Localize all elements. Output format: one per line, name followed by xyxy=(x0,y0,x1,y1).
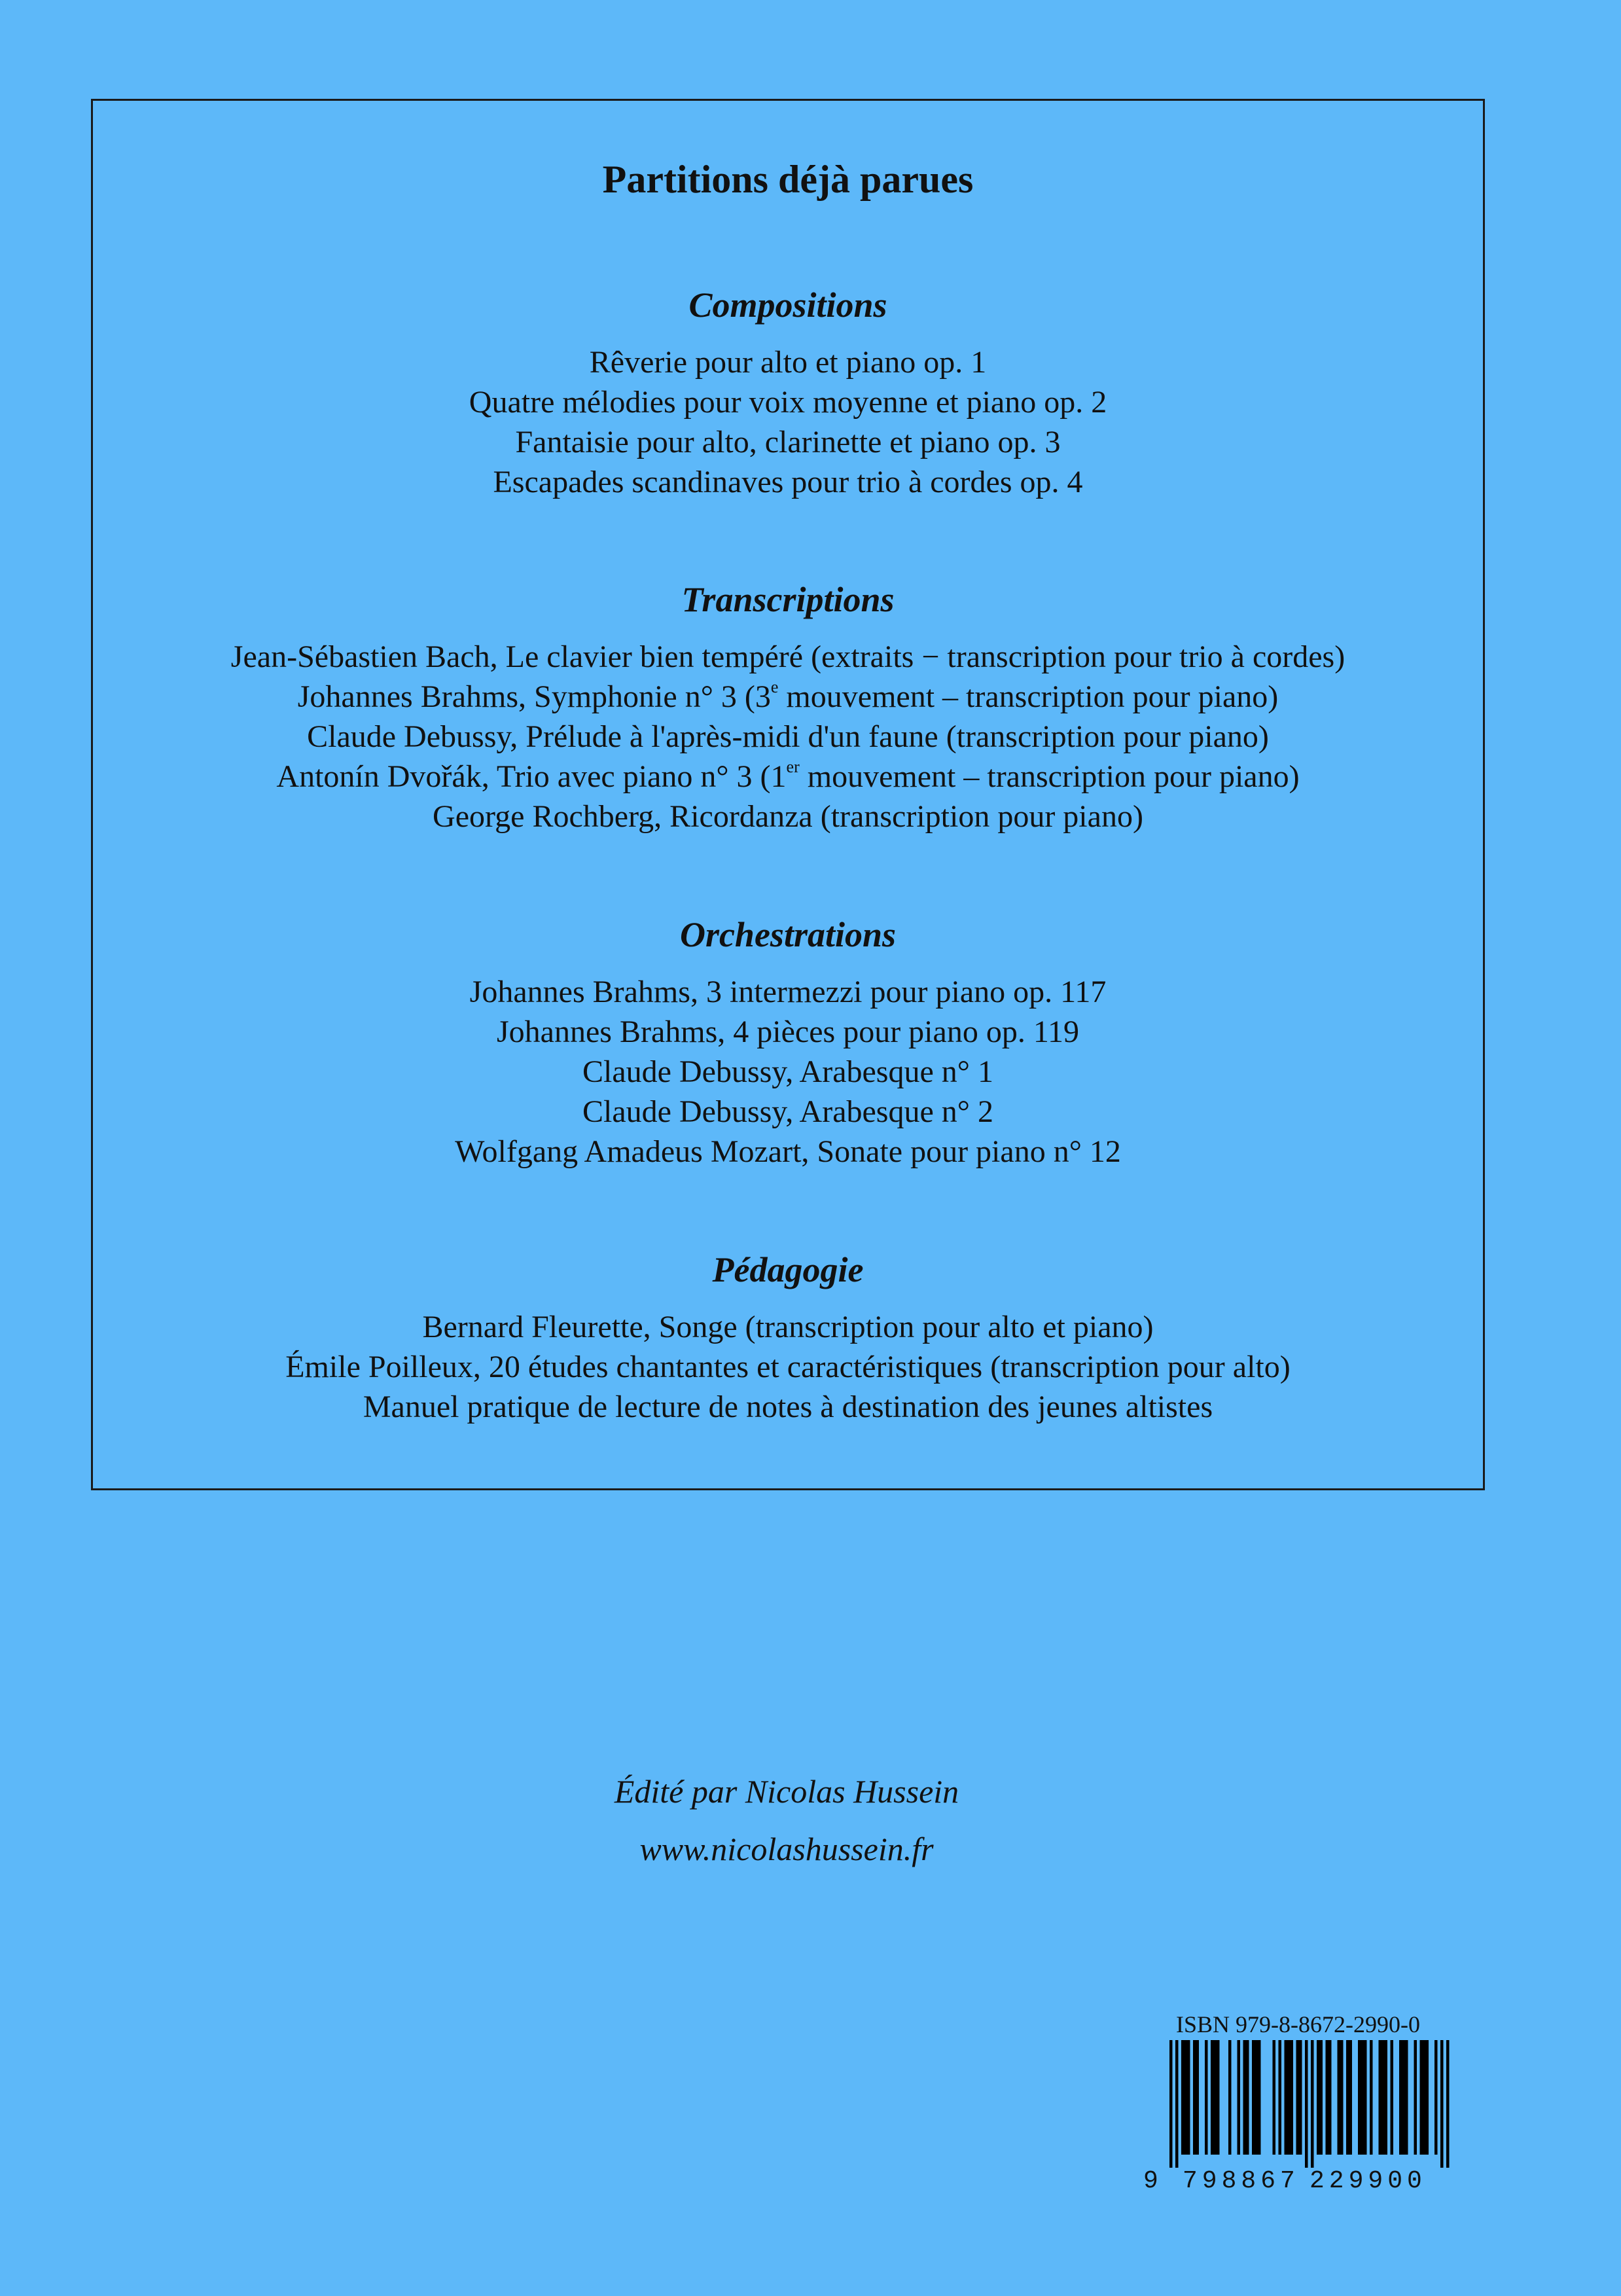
ordinal-superscript: er xyxy=(786,757,800,776)
barcode-bar xyxy=(1361,2040,1364,2155)
item-text-after: mouvement – transcription pour piano) xyxy=(778,679,1279,714)
barcode-bar xyxy=(1299,2040,1302,2155)
section-heading: Pédagogie xyxy=(712,1250,864,1289)
barcode-bar xyxy=(1311,2040,1314,2168)
list-item: Johannes Brahms, 3 intermezzi pour piano op. 117 xyxy=(469,975,1107,1009)
barcode-bar xyxy=(1326,2040,1329,2155)
barcode-bar xyxy=(1258,2040,1261,2155)
barcode-bar xyxy=(1340,2040,1344,2155)
isbn-label: ISBN 979-8-8672-2990-0 xyxy=(1176,2011,1420,2037)
list-item: Jean-Sébastien Bach, Le clavier bien tempéré (extraits − transcription pour trio à cordes) xyxy=(230,639,1345,674)
list-item: Johannes Brahms, 4 pièces pour piano op. 119 xyxy=(496,1014,1080,1049)
barcode-bar xyxy=(1246,2040,1249,2155)
barcode-bar xyxy=(1434,2040,1438,2155)
barcode-bar xyxy=(1385,2040,1388,2155)
catalogue-frame xyxy=(91,99,1485,1490)
barcode-bar xyxy=(1287,2040,1291,2155)
list-item: Claude Debussy, Arabesque n° 2 xyxy=(582,1094,993,1129)
list-item: Émile Poilleux, 20 études chantantes et caractéristiques (transcription pour alto) xyxy=(285,1350,1291,1384)
barcode-bar xyxy=(1205,2040,1208,2155)
item-text-after: mouvement – transcription pour piano) xyxy=(799,759,1300,794)
list-item: Claude Debussy, Arabesque n° 1 xyxy=(582,1054,993,1089)
barcode-bar xyxy=(1185,2040,1188,2155)
publisher-credit: Édité par Nicolas Hussein xyxy=(614,1773,959,1810)
barcode-bar xyxy=(1175,2040,1179,2168)
barcode-bar xyxy=(1273,2040,1276,2155)
barcode-digit-first: 9 xyxy=(1143,2167,1158,2195)
list-item: Escapades scandinaves pour trio à cordes op. 4 xyxy=(493,465,1083,499)
barcode-bar xyxy=(1440,2040,1444,2168)
barcode-bar xyxy=(1370,2040,1373,2155)
barcode-bar xyxy=(1211,2040,1214,2155)
barcode-bar xyxy=(1187,2040,1190,2155)
section-heading: Compositions xyxy=(688,285,887,325)
barcode-bar xyxy=(1402,2040,1406,2155)
barcode-bar xyxy=(1181,2040,1185,2155)
barcode-bar xyxy=(1423,2040,1426,2155)
barcode-bar xyxy=(1338,2040,1341,2155)
barcode-bar xyxy=(1243,2040,1247,2155)
barcode-bar xyxy=(1196,2040,1200,2155)
barcode-bar xyxy=(1193,2040,1196,2155)
barcode-bar xyxy=(1255,2040,1258,2155)
barcode-bar xyxy=(1305,2040,1308,2168)
barcode-bar xyxy=(1426,2040,1429,2155)
list-item: Bernard Fleurette, Songe (transcription pour alto et piano) xyxy=(422,1310,1154,1344)
barcode-bar xyxy=(1414,2040,1417,2155)
barcode-bar xyxy=(1349,2040,1353,2155)
ordinal-superscript: e xyxy=(770,677,779,696)
list-item: Manuel pratique de lecture de notes à destination des jeunes altistes xyxy=(363,1390,1213,1424)
barcode-bars xyxy=(1142,2040,1450,2171)
barcode-bar xyxy=(1214,2040,1217,2155)
section-transcriptions xyxy=(93,582,1483,836)
barcode-bar xyxy=(1285,2040,1288,2155)
isbn-barcode xyxy=(1142,2013,1456,2193)
list-item: Quatre mélodies pour voix moyenne et piano op. 2 xyxy=(469,385,1107,420)
barcode-bar xyxy=(1320,2040,1323,2155)
list-item xyxy=(93,757,1483,797)
list-item: Fantaisie pour alto, clarinette et piano op. 3 xyxy=(515,425,1061,459)
barcode-bar xyxy=(1381,2040,1385,2155)
barcode-bar xyxy=(1364,2040,1367,2155)
barcode-digits-right: 229900 xyxy=(1309,2167,1427,2195)
barcode-bar xyxy=(1169,2040,1173,2168)
section-compositions xyxy=(93,287,1483,502)
section-pedagogie xyxy=(93,1252,1483,1427)
barcode-bar xyxy=(1328,2040,1332,2155)
barcode-bar xyxy=(1358,2040,1361,2155)
barcode-digits-left: 798867 xyxy=(1183,2167,1300,2195)
barcode-bar xyxy=(1238,2040,1241,2155)
barcode-bar xyxy=(1405,2040,1408,2155)
barcode-bar xyxy=(1391,2040,1394,2155)
catalogue-title: Partitions déjà parues xyxy=(602,158,974,201)
barcode-bar xyxy=(1399,2040,1402,2155)
list-item: Rêverie pour alto et piano op. 1 xyxy=(589,345,987,380)
barcode-bar xyxy=(1420,2040,1423,2155)
barcode-bar xyxy=(1252,2040,1255,2155)
item-text: Antonín Dvořák, Trio avec piano n° 3 (1 xyxy=(276,759,787,794)
barcode-bar xyxy=(1296,2040,1300,2155)
list-item: Claude Debussy, Prélude à l'après-midi d'un faune (transcription pour piano) xyxy=(307,719,1269,754)
item-text: Johannes Brahms, Symphonie n° 3 (3 xyxy=(297,679,771,714)
barcode-bar xyxy=(1228,2040,1232,2155)
section-orchestrations xyxy=(93,917,1483,1172)
list-item: Wolfgang Amadeus Mozart, Sonate pour piano n° 12 xyxy=(455,1134,1121,1169)
publisher-website[interactable]: www.nicolashussein.fr xyxy=(639,1831,934,1867)
barcode-bar xyxy=(1279,2040,1282,2155)
barcode-bar xyxy=(1217,2040,1220,2155)
barcode-digits xyxy=(1142,2167,1456,2193)
list-item xyxy=(93,677,1483,717)
barcode-bar xyxy=(1346,2040,1349,2155)
list-item: George Rochberg, Ricordanza (transcription pour piano) xyxy=(433,799,1143,834)
barcode-bar xyxy=(1446,2040,1450,2168)
barcode-bar xyxy=(1317,2040,1320,2155)
barcode-bar xyxy=(1291,2040,1294,2155)
section-heading: Orchestrations xyxy=(679,915,897,954)
barcode-bar xyxy=(1379,2040,1382,2155)
section-heading: Transcriptions xyxy=(681,580,895,619)
